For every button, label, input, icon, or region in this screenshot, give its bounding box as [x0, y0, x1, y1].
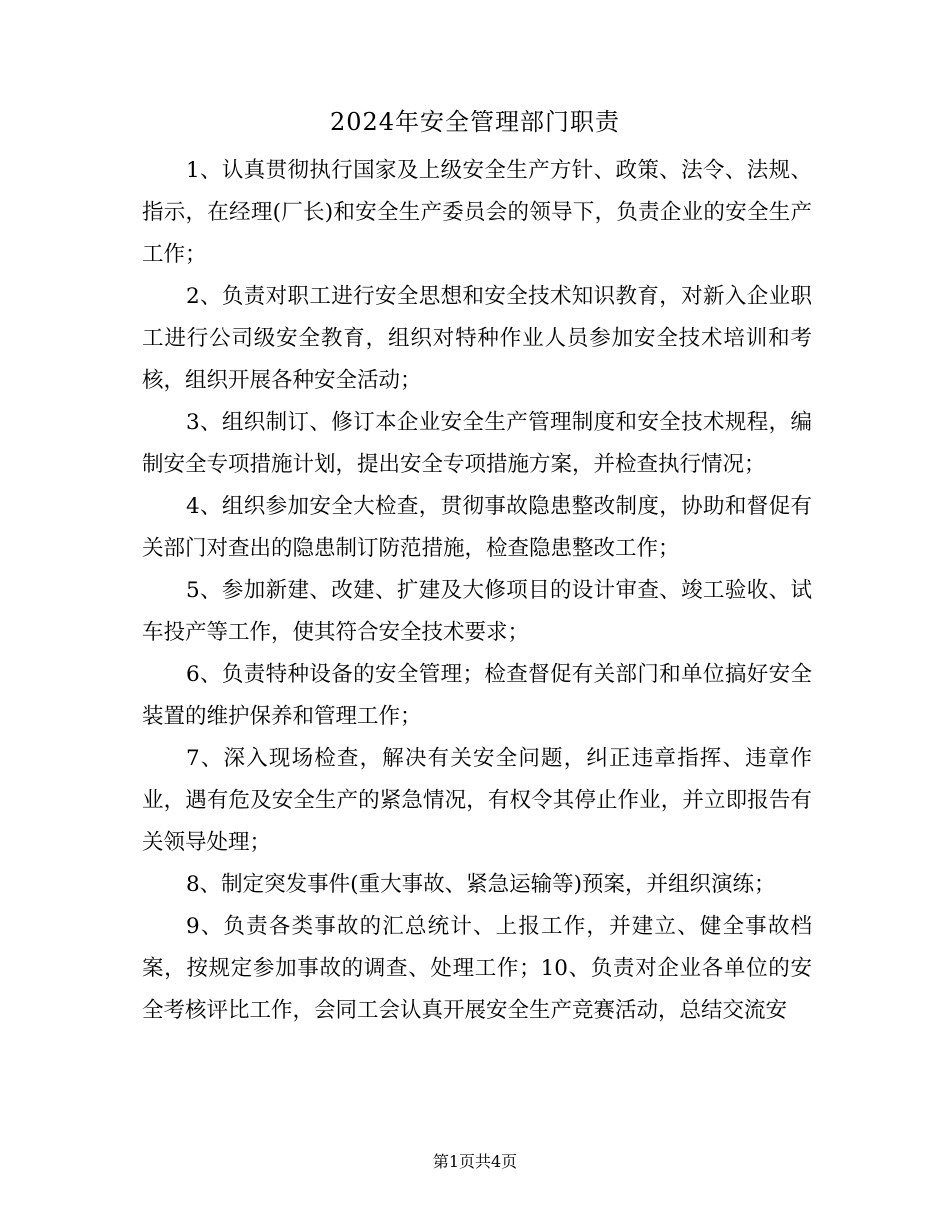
paragraph-8: 8、制定突发事件(重大事故、紧急运输等)预案，并组织演练；: [186, 872, 776, 897]
page-number: 第1页共4页: [432, 1152, 518, 1171]
paragraph-7: 7、深入现场检查，解决有关安全问题，纠正违章指挥、违章作业，遇有危及安全生产的紧急情况，有权令其停止作业，并立即报告有关领导处理；: [142, 746, 812, 855]
document-body: [142, 150, 812, 1032]
paragraph-5: 5、参加新建、改建、扩建及大修项目的设计审查、竣工验收、试车投产等工作，使其符合安全技术要求；: [142, 578, 812, 645]
paragraph-2: 2、负责对职工进行安全思想和安全技术知识教育，对新入企业职工进行公司级安全教育，组织对特种作业人员参加安全技术培训和考核，组织开展各种安全活动；: [142, 284, 812, 393]
paragraph-4: 4、组织参加安全大检查，贯彻事故隐患整改制度，协助和督促有关部门对查出的隐患制订防范措施，检查隐患整改工作；: [142, 494, 812, 561]
paragraph-3: 3、组织制订、修订本企业安全生产管理制度和安全技术规程，编制安全专项措施计划，提出安全专项措施方案，并检查执行情况；: [142, 410, 812, 477]
paragraph-1: 1、认真贯彻执行国家及上级安全生产方针、政策、法令、法规、指示，在经理(厂长)和安全生产委员会的领导下，负责企业的安全生产工作；: [142, 158, 812, 267]
document-title: 2024年安全管理部门职责: [329, 108, 621, 136]
paragraph-6: 6、负责特种设备的安全管理；检查督促有关部门和单位搞好安全装置的维护保养和管理工作；: [142, 662, 812, 729]
paragraph-9: 9、负责各类事故的汇总统计、上报工作，并建立、健全事故档案，按规定参加事故的调查、处理工作；10、负责对企业各单位的安全考核评比工作，会同工会认真开展安全生产竞赛活动，总结交流安: [142, 914, 812, 1023]
